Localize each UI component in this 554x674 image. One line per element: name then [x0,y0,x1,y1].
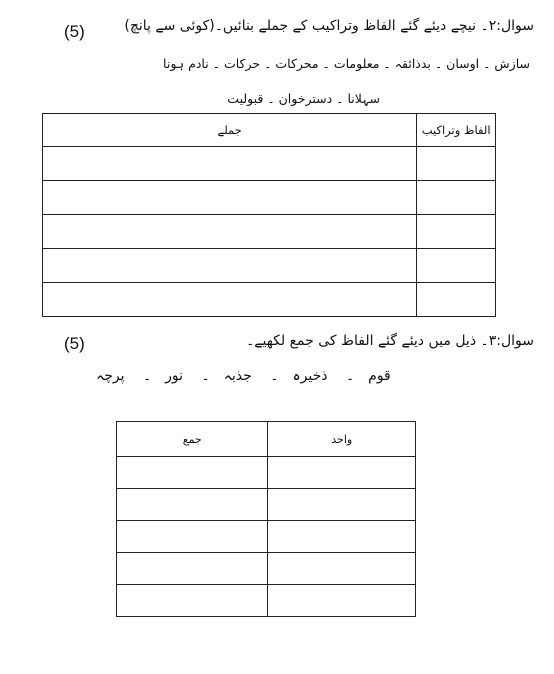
word-item: پرچہ [96,368,125,384]
phrases-column-header: الفاظ وتراکیب [417,114,496,147]
sentence-answer-cell[interactable] [43,147,417,181]
plural-answer-cell[interactable] [117,457,268,489]
question-2-word-list-line-2: سہلانا ۔ دسترخوان ۔ قبولیت [227,91,380,106]
plural-answer-cell[interactable] [117,521,268,553]
table-row [43,147,496,181]
singular-answer-cell[interactable] [268,521,416,553]
table-row [117,489,416,521]
table-row [43,181,496,215]
question-2-heading: سوال:۲۔ نیچے دیئے گئے الفاظ وتراکیب کے جملے بنائیں۔(کوئی سے پانچ) [124,18,534,34]
question-2-marks: (5) [64,22,85,41]
phrase-answer-cell[interactable] [417,249,496,283]
table-row [43,215,496,249]
singular-answer-cell[interactable] [268,457,416,489]
sentence-answer-cell[interactable] [43,249,417,283]
phrase-answer-cell[interactable] [417,215,496,249]
word-item: نور [165,368,184,384]
sentence-answer-cell[interactable] [43,215,417,249]
table-row [43,249,496,283]
singular-answer-cell[interactable] [268,553,416,585]
table-row [117,521,416,553]
phrase-answer-cell[interactable] [417,147,496,181]
word-item: ذخیرہ [292,368,328,384]
sentence-answer-cell[interactable] [43,181,417,215]
phrase-answer-cell[interactable] [417,181,496,215]
question-3-word-list: قوم۔ ذخیرہ۔ جذبہ۔ نور۔ پرچہ [96,368,391,384]
table-header-row [117,422,416,457]
question-2-word-list-line-1: سازش ۔ اوسان ۔ بدذائقہ ۔ معلومات ۔ محرکات ۔ حرکات ۔ نادم ہونا [163,56,530,71]
table-row [43,283,496,317]
plural-answer-cell[interactable] [117,553,268,585]
plural-answer-cell[interactable] [117,489,268,521]
word-item: جذبہ [223,368,252,384]
singular-answer-cell[interactable] [268,585,416,617]
word-item: قوم [368,368,391,384]
plural-column-header: جمع [117,422,268,457]
question-3-marks: (5) [64,334,85,353]
sentence-answer-cell[interactable] [43,283,417,317]
singular-column-header: واحد [268,422,416,457]
table-header-row [43,114,496,147]
question-3-answer-table [116,421,416,617]
plural-answer-cell[interactable] [117,585,268,617]
sentences-column-header: جملے [43,114,417,147]
table-row [117,585,416,617]
table-row [117,553,416,585]
question-3-heading: سوال:۳۔ ذیل میں دیئے گئے الفاظ کی جمع لکھیے۔ [246,333,534,349]
singular-answer-cell[interactable] [268,489,416,521]
table-row [117,457,416,489]
phrase-answer-cell[interactable] [417,283,496,317]
question-2-answer-table [42,113,496,317]
